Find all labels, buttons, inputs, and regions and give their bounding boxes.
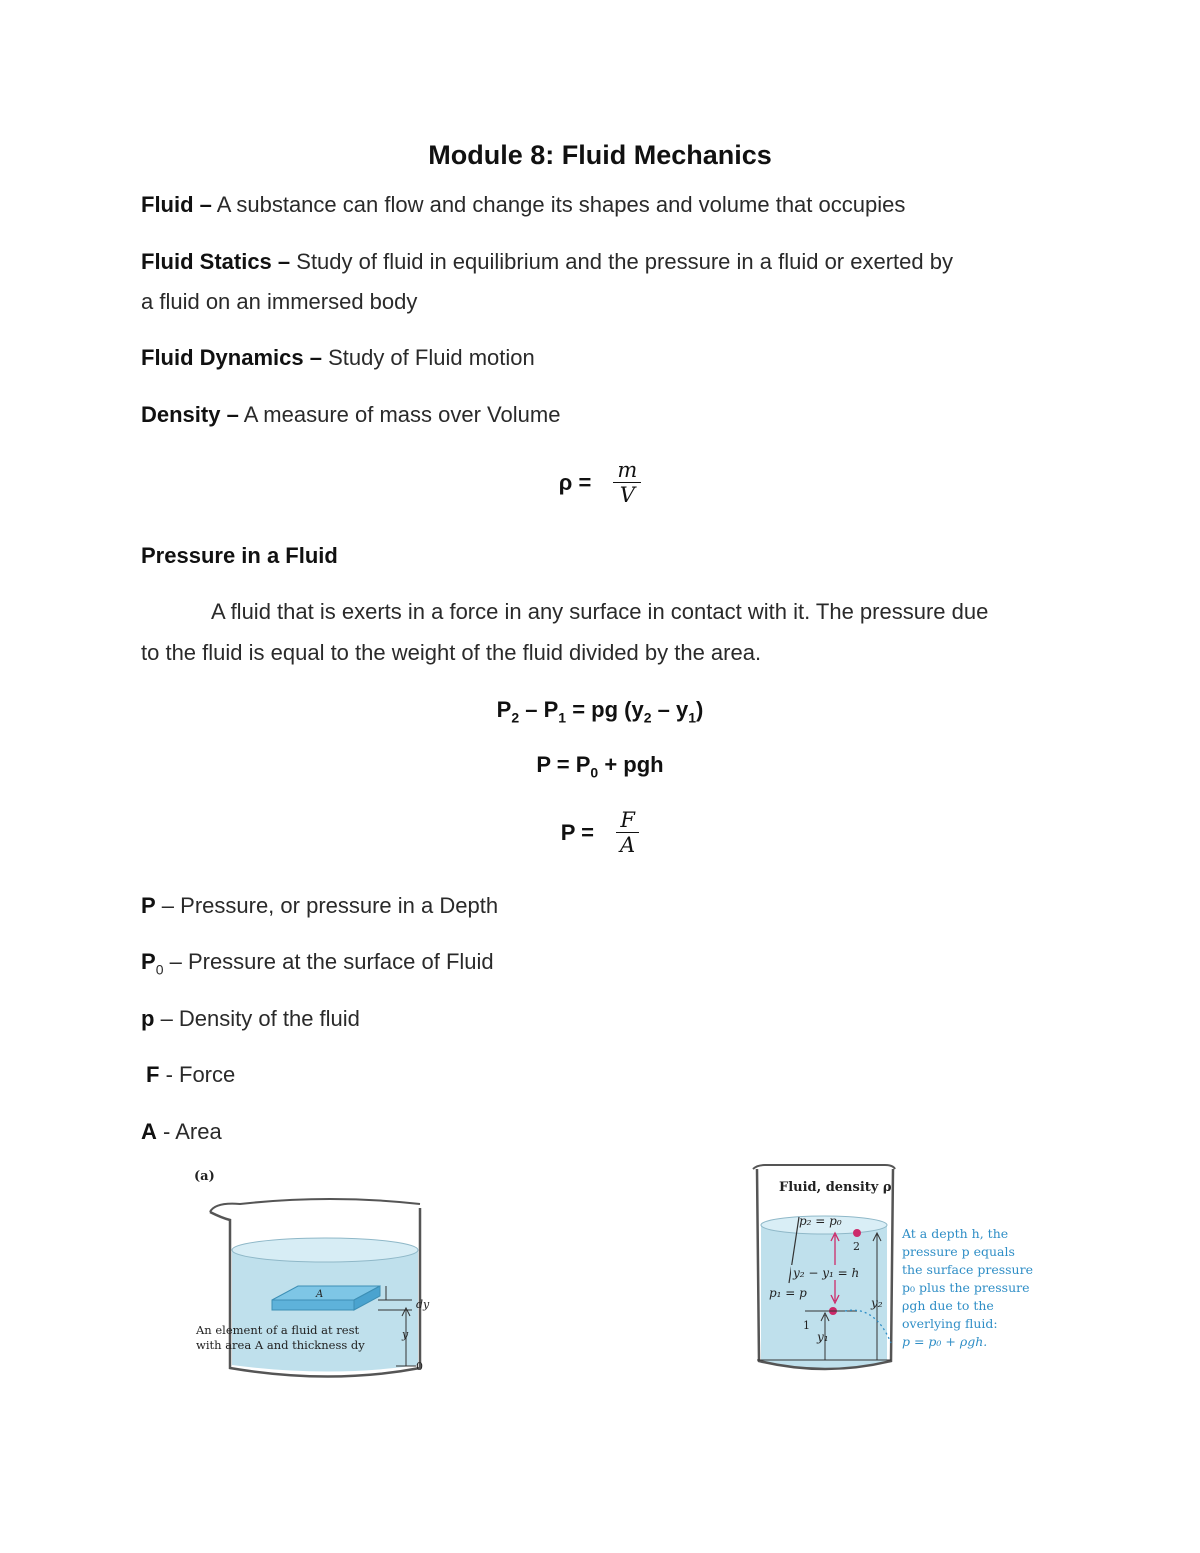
height-difference-label: y₂ − y₁ = h bbox=[793, 1266, 860, 1280]
beaker-b-rim bbox=[753, 1165, 895, 1169]
definition-fluid-statics-text: Study of fluid in equilibrium and the pressure in a fluid or exerted by bbox=[290, 249, 953, 274]
eq1-part-d: – y bbox=[651, 697, 689, 722]
eq1-part-e: ) bbox=[696, 697, 704, 722]
note-line-6: overlying fluid: bbox=[902, 1316, 998, 1331]
variable-symbol: P bbox=[141, 893, 156, 918]
density-equation bbox=[0, 458, 1200, 507]
eq2-sub-a: 0 bbox=[590, 764, 599, 781]
definition-fluid bbox=[141, 185, 1059, 225]
variable-symbol: F bbox=[146, 1062, 160, 1087]
eq3-numerator: F bbox=[616, 808, 639, 833]
density-denominator: V bbox=[619, 483, 635, 507]
variable-description: - Force bbox=[159, 1062, 236, 1087]
equation-pressure-depth bbox=[0, 752, 1200, 780]
variable-description: – Pressure at the surface of Fluid bbox=[163, 949, 494, 974]
note-line-7: p = p₀ + ρgh. bbox=[902, 1334, 988, 1349]
definition-fluid-dynamics bbox=[141, 338, 1059, 378]
variable-description: – Pressure, or pressure in a Depth bbox=[155, 893, 499, 918]
p2-label: p₂ = p₀ bbox=[799, 1214, 842, 1228]
point-2-label: 2 bbox=[853, 1240, 860, 1253]
eq1-sub-b: 1 bbox=[558, 709, 567, 726]
definition-fluid-text: A substance can flow and change its shapes and volume that occupies bbox=[211, 192, 906, 217]
eq1-part-c: = pg (y bbox=[566, 697, 644, 722]
note-line-2: pressure p equals bbox=[902, 1244, 1015, 1259]
eq1-part-a: P bbox=[496, 697, 512, 722]
eq1-part-b: – P bbox=[519, 697, 559, 722]
figure-a-label: (a) bbox=[194, 1169, 215, 1184]
y-label: y bbox=[402, 1328, 409, 1341]
note-line-1: At a depth h, the bbox=[902, 1226, 1009, 1241]
beaker-rim bbox=[210, 1199, 420, 1212]
variable-item bbox=[141, 1112, 1059, 1152]
figure-b-title: Fluid, density ρ bbox=[779, 1180, 892, 1195]
water-surface bbox=[232, 1238, 418, 1262]
eq3-lhs: P = bbox=[560, 819, 595, 845]
element-area-label: A bbox=[316, 1289, 324, 1300]
zero-label: 0 bbox=[416, 1360, 423, 1373]
density-numerator: m bbox=[613, 458, 641, 483]
pressure-paragraph-line1: A fluid that is exerts in a force in any surface in contact with it. The pressure due bbox=[211, 599, 989, 624]
note-line-3: the surface pressure bbox=[902, 1262, 1033, 1277]
definition-fluid-statics-cont: a fluid on an immersed body bbox=[141, 289, 418, 314]
figure-a-caption-line1: An element of a fluid at rest bbox=[196, 1323, 360, 1337]
figure-pressure-at-depth bbox=[745, 1155, 1045, 1383]
pressure-paragraph-line2: to the fluid is equal to the weight of the fluid divided by the area. bbox=[141, 640, 762, 665]
page-title: Module 8: Fluid Mechanics bbox=[428, 140, 772, 170]
eq1-sub-a: 2 bbox=[511, 709, 520, 726]
variable-item bbox=[141, 942, 1059, 989]
eq3-fraction bbox=[616, 808, 639, 857]
fluid-element-front bbox=[272, 1300, 354, 1310]
eq2-part-a: P = P bbox=[536, 752, 591, 777]
variable-symbol: A bbox=[141, 1119, 157, 1144]
point-2-marker bbox=[853, 1229, 861, 1237]
variable-item bbox=[141, 886, 1059, 926]
variable-symbol: P bbox=[141, 949, 156, 974]
definition-fluid-statics bbox=[141, 242, 1059, 282]
y2-label: y₂ bbox=[871, 1296, 883, 1310]
variable-item bbox=[146, 1055, 1064, 1095]
y1-label: y₁ bbox=[817, 1330, 829, 1344]
note-line-5: ρgh due to the bbox=[902, 1298, 994, 1313]
eq3-denominator: A bbox=[620, 833, 636, 857]
figure-a-caption-line2: with area A and thickness dy bbox=[196, 1338, 365, 1352]
pressure-heading: Pressure in a Fluid bbox=[141, 543, 338, 568]
density-fraction bbox=[613, 458, 641, 507]
density-equation-lhs: ρ = bbox=[558, 469, 592, 495]
point-1-label: 1 bbox=[803, 1319, 810, 1332]
variable-description: – Density of the fluid bbox=[154, 1006, 360, 1031]
term-fluid-dynamics: Fluid Dynamics – bbox=[141, 345, 322, 370]
variable-subscript: 0 bbox=[155, 961, 164, 978]
term-density: Density – bbox=[141, 402, 239, 427]
eq1-sub-c: 2 bbox=[643, 709, 652, 726]
variable-symbol: p bbox=[141, 1006, 155, 1031]
note-line-4: p₀ plus the pressure bbox=[902, 1280, 1030, 1295]
dy-label: dy bbox=[416, 1298, 430, 1311]
term-fluid-statics: Fluid Statics – bbox=[141, 249, 291, 274]
section-heading-pressure bbox=[141, 536, 1059, 576]
variable-item bbox=[141, 999, 1059, 1039]
variable-description: - Area bbox=[156, 1119, 222, 1144]
definition-density-text: A measure of mass over Volume bbox=[238, 402, 561, 427]
p1-label: p₁ = p bbox=[769, 1286, 807, 1300]
term-fluid: Fluid – bbox=[141, 192, 212, 217]
equation-pressure-difference bbox=[0, 697, 1200, 725]
equation-pressure-force-area bbox=[0, 808, 1200, 857]
eq1-sub-d: 1 bbox=[688, 709, 696, 726]
eq2-part-b: + pgh bbox=[598, 752, 664, 777]
definition-density bbox=[141, 395, 1059, 435]
figure-beaker-fluid-element bbox=[180, 1160, 450, 1380]
definition-fluid-dynamics-text: Study of Fluid motion bbox=[321, 345, 535, 370]
